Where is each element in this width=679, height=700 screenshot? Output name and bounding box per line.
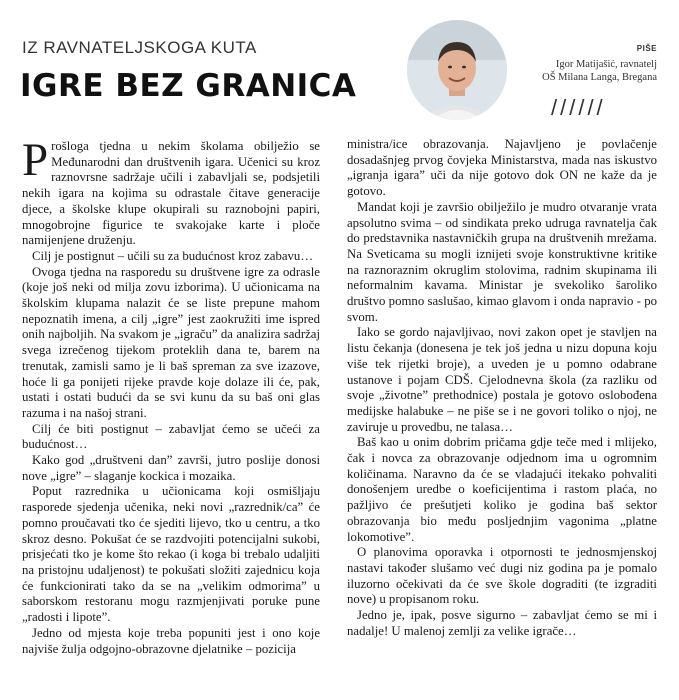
article-paragraph: Cilj će biti postignut – zabavljat ćemo se učeći za budućnost… [22, 421, 320, 452]
article-paragraph: Poput razrednika u učionicama koji osmišljaju rasporede sjedenja učenika, neki novi „razrednik/ca” će pomno proučavati tko će sjediti lijevo, tko u centru, a tko skroz desno. Pokušat će se razdvojiti potencijalni sukobi, prisjećati tko je kome što rekao (i koga bi trebalo udaljiti na pristojnu udaljenost) te pokušati složiti zajednicu koja će funkcionirati tako da se na „velikim odmorima” u saborskom restoranu mogu razmjenjivati poruke pune „radosti i lipote”. [22, 484, 320, 625]
author-school: OŠ Milana Langa, Bregana [542, 72, 657, 83]
article-paragraph: ministra/ice obrazovanja. Najavljeno je povlačenje dosadašnjeg prvog čovjeka Ministarstva, mada nas iskustvo „igranja igara” uči da nije gotovo dok ON ne kaže da je gotovo. [347, 137, 657, 199]
article-paragraph: Mandat koji je završio obilježilo je mudro otvaranje vrata apsolutno svima – od sindikata preko udruga ravnatelja čak do predstavnika nastavničkih grupa na društvenih mrežama. Na Sveticama su mogli iznijeti svoje konstruktivne kritike na raznoraznim okruglim stolovima, radnim skupinama ili neformalnim kavama. Ministar je svekoliko šaroliko društvo pomno saslušao, kimao glavom i onda napravio - po svom. [347, 199, 657, 324]
byline-label: PIŠE [636, 44, 657, 53]
byline [497, 42, 657, 84]
article-paragraph: O planovima oporavka i otpornosti te jednosmjenskoj nastavi također slušamo već dugi niz godina pa je pomalo iluzorno očekivati da će sve škole dograditi (te izgraditi nove) u propisanom roku. [347, 545, 657, 607]
article-paragraph: Baš kao u onim dobrim pričama gdje teče med i mlijeko, čak i novca za obrazovanje odjednom ima u ogromnim količinama. Naravno da će se vladajući itekako pohvaliti donošenjem uredbe o koeficijentima i rastom plaća, no pažljivo će prešutjeti koliko je godina baš sektor obrazovanja bio među posljednjim vagonima „platne lokomotive”. [347, 435, 657, 544]
article-paragraph: Ovoga tjedna na rasporedu su društvene igre za odrasle (koje još neki od milja zovu izborima). U učionicama na školskim klupama nalazit će se liste prepune mahom nepoznatih imena, a cilj „igre” jest zaokružiti ime ispred onih najboljih. Na svakom je „igraču” da analizira sadržaj svega izrečenog tijekom proteklih dana te, barem na trenutak, zamisli samo je li baš spreman za sve izazove, hoće li ga ponijeti rijeke pravde koje dolaze ili će, pak, ustati i ostati budući da se svi kunu da su baš oni glas razuma i na našoj strani. [22, 264, 320, 420]
article-column-right [347, 137, 657, 640]
article-paragraph: Jedno je, ipak, posve sigurno – zabavljat ćemo se mi i nadalje! U malenoj zemlji za velike igrače… [347, 608, 657, 638]
decorative-slashes: ////// [551, 95, 606, 120]
article-paragraph: Cilj je postignut – učili su za budućnost kroz zabavu… [32, 248, 314, 263]
article-paragraph: Kako god „društveni dan” završi, jutro poslije donosi nove „igre” – slaganje kockica i mozaika. [22, 453, 320, 483]
article-paragraph: Prošloga tjedna u nekim školama obilježio se Međunarodni dan društvenih igara. Učenici su kroz raznovrsne sadržaje učili i zabavljali se, podsjetili nekih igara na kojima su odrastale čitave generacije djece, a školske klupe okupirali su raznobojni papiri, mnogobrojne figurice te svakojake karte i ploče namijenjene druženju. [22, 134, 320, 248]
article-column-left [22, 134, 320, 657]
author-name: Igor Matijašić, ravnatelj [555, 59, 657, 70]
article-paragraph: Jedno od mjesta koje treba popuniti jest i ono koje najviše žulja odgojno-obrazovne djelatnike – pozicija [22, 625, 320, 656]
article-paragraph: Iako se gordo najavljivao, novi zakon opet je stavljen na listu čekanja (donesena je tek još jedna u nizu dopuna koju više tek rijetki broje), a uveden je u pomno odabrane ustanove i pojam CDŠ. Cjelodnevna škola (za razliku od svoje „životne” prethodnice) postala je gotovo oslobođena medijske halabuke – ne piše se i ne govori toliko o njoj, ne zaviruje u provedbu, ne talasa… [347, 325, 657, 434]
author-photo [407, 20, 507, 120]
section-kicker: IZ RAVNATELJSKOGA KUTA [22, 38, 257, 57]
article-title: IGRE BEZ GRANICA [20, 68, 357, 104]
author-portrait-icon [407, 20, 507, 120]
